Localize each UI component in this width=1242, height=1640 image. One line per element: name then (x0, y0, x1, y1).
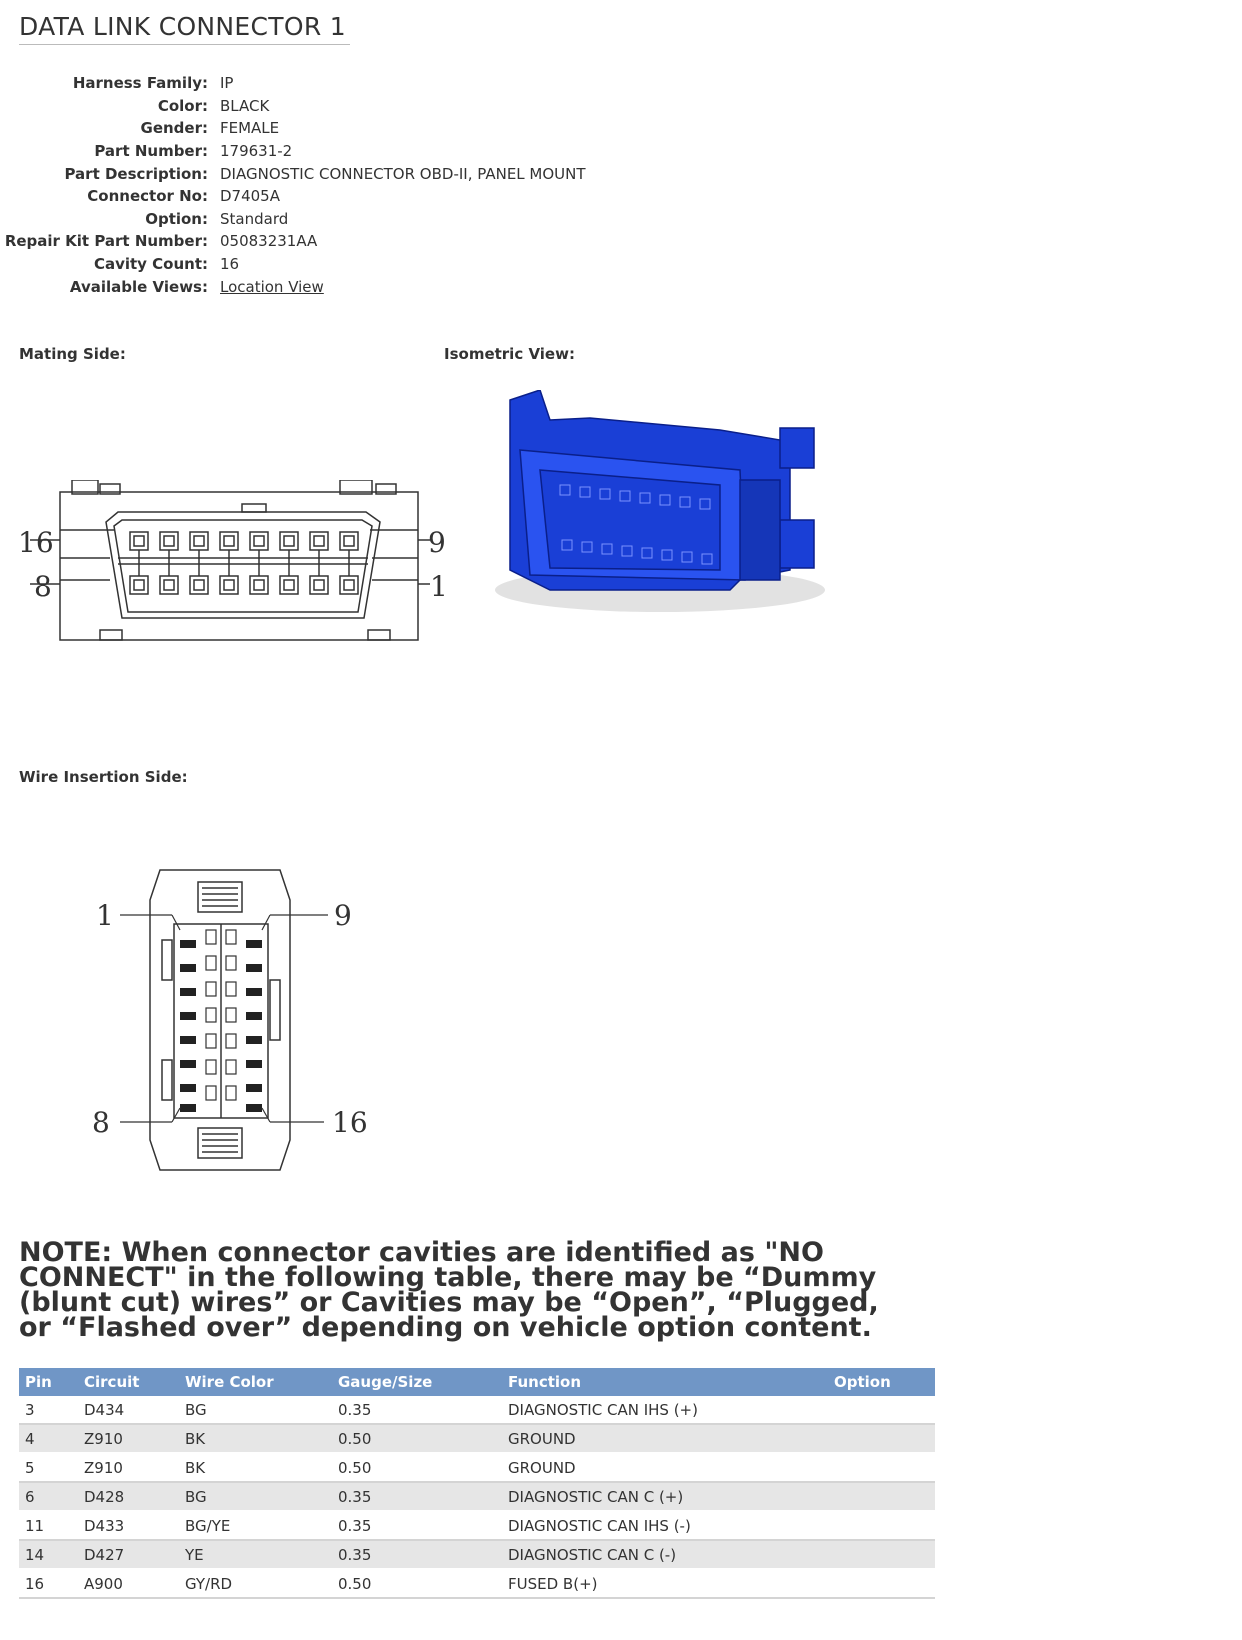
info-row-harness-family (0, 72, 700, 95)
cell-wire-color: YE (179, 1540, 332, 1569)
cell-option (828, 1482, 935, 1511)
cell-circuit: D434 (78, 1396, 179, 1424)
info-label: Connector No: (87, 187, 208, 206)
table-header-row (19, 1368, 935, 1396)
cell-function: FUSED B(+) (502, 1569, 828, 1598)
info-label: Part Description: (64, 164, 208, 183)
cell-pin: 4 (19, 1424, 78, 1453)
info-label: Available Views: (69, 277, 208, 296)
cell-option (828, 1453, 935, 1482)
cell-function: GROUND (502, 1424, 828, 1453)
note-text: NOTE: When connector cavities are identified as "NO CONNECT" in the following table, there may be “Dummy (blunt cut) wires” or Cavities may be “Open”, “Plugged, or “Flashed over” depending on vehicle option content. (19, 1237, 879, 1343)
table-row (19, 1569, 935, 1598)
cell-pin: 14 (19, 1540, 78, 1569)
cell-wire-color: BK (179, 1453, 332, 1482)
info-value: FEMALE (220, 119, 280, 138)
cell-circuit: A900 (78, 1569, 179, 1598)
cell-circuit: Z910 (78, 1424, 179, 1453)
column-header-gauge: Gauge/Size (332, 1368, 502, 1396)
cell-wire-color: BG (179, 1396, 332, 1424)
info-value: 05083231AA (220, 232, 318, 251)
mating-side-diagram (10, 480, 450, 650)
cell-option (828, 1569, 935, 1598)
info-label: Harness Family: (72, 74, 208, 93)
mating-pin-label-8: 8 (34, 570, 52, 603)
info-label: Gender: (140, 119, 208, 138)
cell-function: DIAGNOSTIC CAN IHS (-) (502, 1511, 828, 1540)
info-row-part-number (0, 140, 700, 163)
cell-pin: 5 (19, 1453, 78, 1482)
info-label: Repair Kit Part Number: (4, 232, 208, 251)
info-value: DIAGNOSTIC CONNECTOR OBD-II, PANEL MOUNT (220, 164, 586, 183)
cell-gauge: 0.35 (332, 1540, 502, 1569)
cell-gauge: 0.50 (332, 1453, 502, 1482)
insertion-pin-label-8: 8 (92, 1106, 110, 1139)
cell-gauge: 0.35 (332, 1396, 502, 1424)
cell-pin: 11 (19, 1511, 78, 1540)
column-header-option: Option (828, 1368, 935, 1396)
cell-pin: 6 (19, 1482, 78, 1511)
connector-info (0, 72, 700, 298)
location-view-link[interactable]: Location View (220, 277, 324, 296)
cell-gauge: 0.50 (332, 1569, 502, 1598)
cell-pin: 3 (19, 1396, 78, 1424)
mating-pin-label-16: 16 (18, 526, 54, 559)
pin-table (19, 1368, 935, 1599)
cell-circuit: D428 (78, 1482, 179, 1511)
info-row-option (0, 208, 700, 231)
info-row-color (0, 95, 700, 118)
info-row-repair-kit (0, 230, 700, 253)
table-row (19, 1453, 935, 1482)
info-value: Standard (220, 209, 289, 228)
table-row (19, 1396, 935, 1424)
isometric-connector-image (490, 390, 850, 630)
cell-option (828, 1396, 935, 1424)
column-header-pin: Pin (19, 1368, 78, 1396)
table-row (19, 1511, 935, 1540)
cell-wire-color: GY/RD (179, 1569, 332, 1598)
wire-insertion-side-label: Wire Insertion Side: (19, 768, 188, 786)
info-label: Option: (145, 209, 208, 228)
cell-function: GROUND (502, 1453, 828, 1482)
mating-pin-label-9: 9 (428, 526, 446, 559)
info-row-gender (0, 117, 700, 140)
table-row (19, 1424, 935, 1453)
info-row-part-description (0, 162, 700, 185)
info-value: 16 (220, 255, 240, 274)
cell-wire-color: BG/YE (179, 1511, 332, 1540)
info-row-cavity-count (0, 253, 700, 276)
cell-function: DIAGNOSTIC CAN C (+) (502, 1482, 828, 1511)
cell-function: DIAGNOSTIC CAN C (-) (502, 1540, 828, 1569)
info-value: D7405A (220, 187, 280, 206)
info-value: IP (220, 74, 234, 93)
cell-circuit: D427 (78, 1540, 179, 1569)
cell-option (828, 1424, 935, 1453)
cell-wire-color: BK (179, 1424, 332, 1453)
cell-gauge: 0.50 (332, 1424, 502, 1453)
info-value: BLACK (220, 96, 270, 115)
info-label: Color: (157, 96, 208, 115)
column-header-circuit: Circuit (78, 1368, 179, 1396)
cell-pin: 16 (19, 1569, 78, 1598)
mating-side-label: Mating Side: (19, 345, 126, 363)
table-row (19, 1482, 935, 1511)
mating-pin-label-1: 1 (430, 570, 448, 603)
info-row-connector-no (0, 185, 700, 208)
cell-function: DIAGNOSTIC CAN IHS (+) (502, 1396, 828, 1424)
info-label: Part Number: (94, 142, 208, 161)
cell-circuit: D433 (78, 1511, 179, 1540)
info-value: 179631-2 (220, 142, 293, 161)
table-row (19, 1540, 935, 1569)
cell-option (828, 1540, 935, 1569)
insertion-pin-label-9: 9 (334, 899, 352, 932)
cell-gauge: 0.35 (332, 1511, 502, 1540)
cell-gauge: 0.35 (332, 1482, 502, 1511)
cell-circuit: Z910 (78, 1453, 179, 1482)
column-header-function: Function (502, 1368, 828, 1396)
isometric-view-label: Isometric View: (444, 345, 575, 363)
column-header-wire-color: Wire Color (179, 1368, 332, 1396)
insertion-pin-label-1: 1 (96, 899, 114, 932)
insertion-pin-label-16: 16 (332, 1106, 368, 1139)
cell-wire-color: BG (179, 1482, 332, 1511)
info-row-available-views (0, 275, 700, 298)
info-label: Cavity Count: (93, 255, 208, 274)
page-title: DATA LINK CONNECTOR 1 (19, 12, 350, 45)
cell-option (828, 1511, 935, 1540)
wire-insertion-side-diagram (80, 860, 400, 1180)
